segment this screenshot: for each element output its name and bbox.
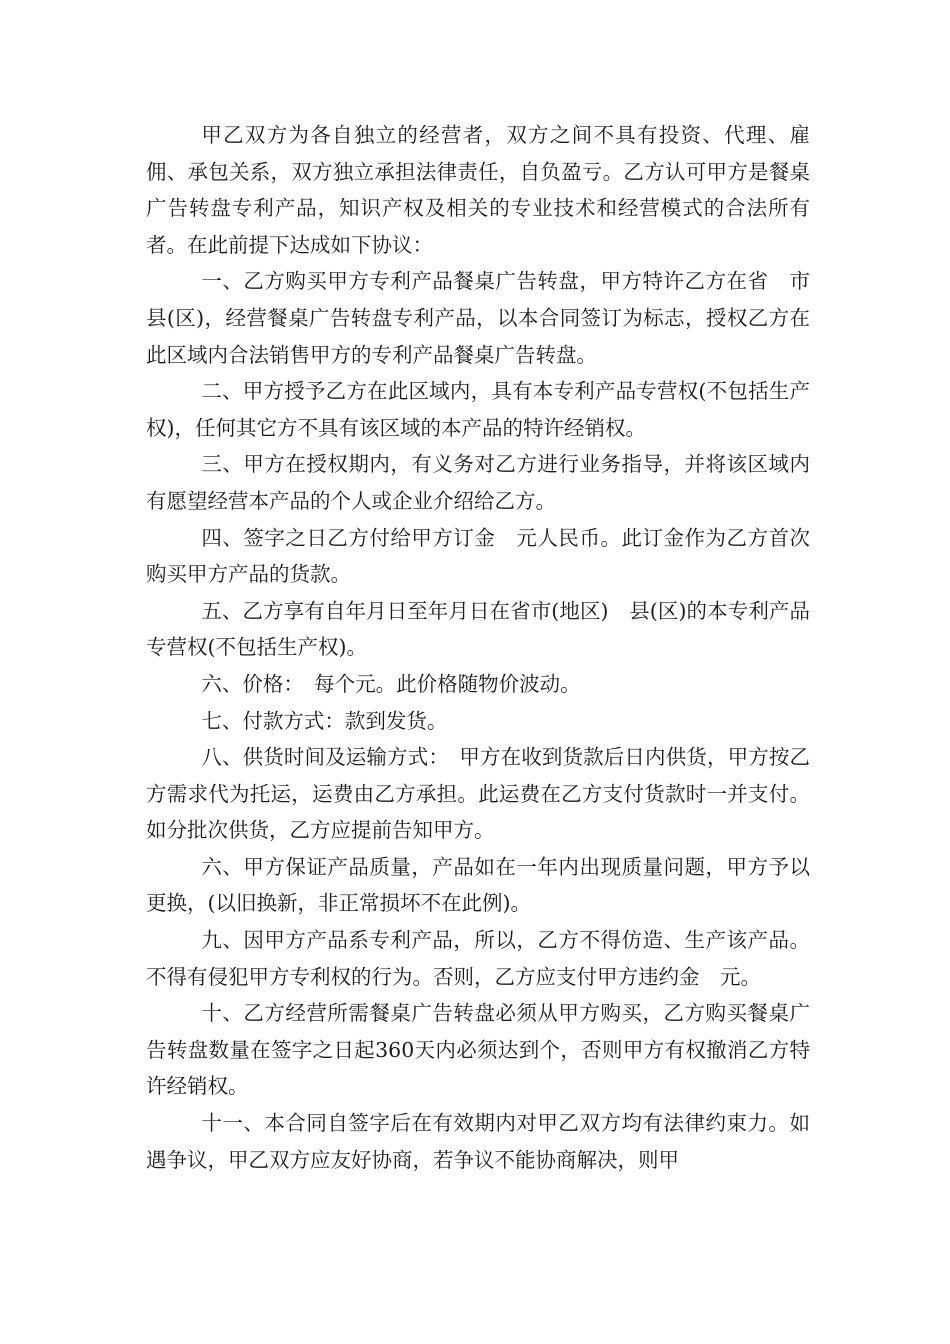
paragraph-clause-3: 三、甲方在授权期内，有义务对乙方进行业务指导，并将该区域内有愿望经营本产品的个人或企业介绍给乙方。 (146, 452, 810, 513)
paragraph-clause-6-price: 六、价格： 每个元。此价格随物价波动。 (201, 671, 581, 696)
paragraph-clause-1: 一、乙方购买甲方专利产品餐桌广告转盘，甲方特许乙方在省 市县(区)，经营餐桌广告转盘专利产品，以本合同签订为标志，授权乙方在此区域内合法销售甲方的专利产品餐桌广告转盘。 (146, 269, 810, 367)
paragraph-clause-6-quality: 六、甲方保证产品质量，产品如在一年内出现质量问题，甲方予以更换，(以旧换新，非正常损坏不在此例)。 (146, 854, 810, 916)
paragraph-clause-8-delivery: 八、供货时间及运输方式： 甲方在收到货款后日内供货，甲方按乙方需求代为托运，运费由乙方承担。此运费在乙方支付货款时一并支付。如分批次供货，乙方应提前告知甲方。 (146, 745, 810, 843)
paragraph-clause-10: 十、乙方经营所需餐桌广告转盘必须从甲方购买，乙方购买餐桌广告转盘数量在签字之日起360天内必须达到个，否则甲方有权撤消乙方特许经销权。 (146, 1001, 810, 1099)
paragraph-preamble: 甲乙双方为各自独立的经营者，双方之间不具有投资、代理、雇佣、承包关系，双方独立承担法律责任，自负盈亏。乙方认可甲方是餐桌广告转盘专利产品，知识产权及相关的专业技术和经营模式的合法所有者。在此前提下达成如下协议： (146, 123, 810, 257)
paragraph-clause-5: 五、乙方享有自年月日至年月日在省市(地区) 县(区)的本专利产品专营权(不包括生产权)。 (146, 598, 810, 660)
paragraph-clause-7-payment: 七、付款方式：款到发货。 (201, 708, 448, 733)
paragraph-clause-4: 四、签字之日乙方付给甲方订金 元人民币。此订金作为乙方首次购买甲方产品的货款。 (146, 525, 810, 587)
paragraph-clause-11: 十一、本合同自签字后在有效期内对甲乙双方均有法律约束力。如遇争议，甲乙双方应友好协商，若争议不能协商解决，则甲 (146, 1111, 810, 1172)
paragraph-clause-2: 二、甲方授予乙方在此区域内，具有本专利产品专营权(不包括生产权)，任何其它方不具有该区域的本产品的特许经销权。 (146, 379, 810, 440)
paragraph-clause-9: 九、因甲方产品系专利产品，所以，乙方不得仿造、生产该产品。不得有侵犯甲方专利权的行为。否则，乙方应支付甲方违约金 元。 (146, 928, 810, 989)
contract-body (146, 117, 810, 1178)
